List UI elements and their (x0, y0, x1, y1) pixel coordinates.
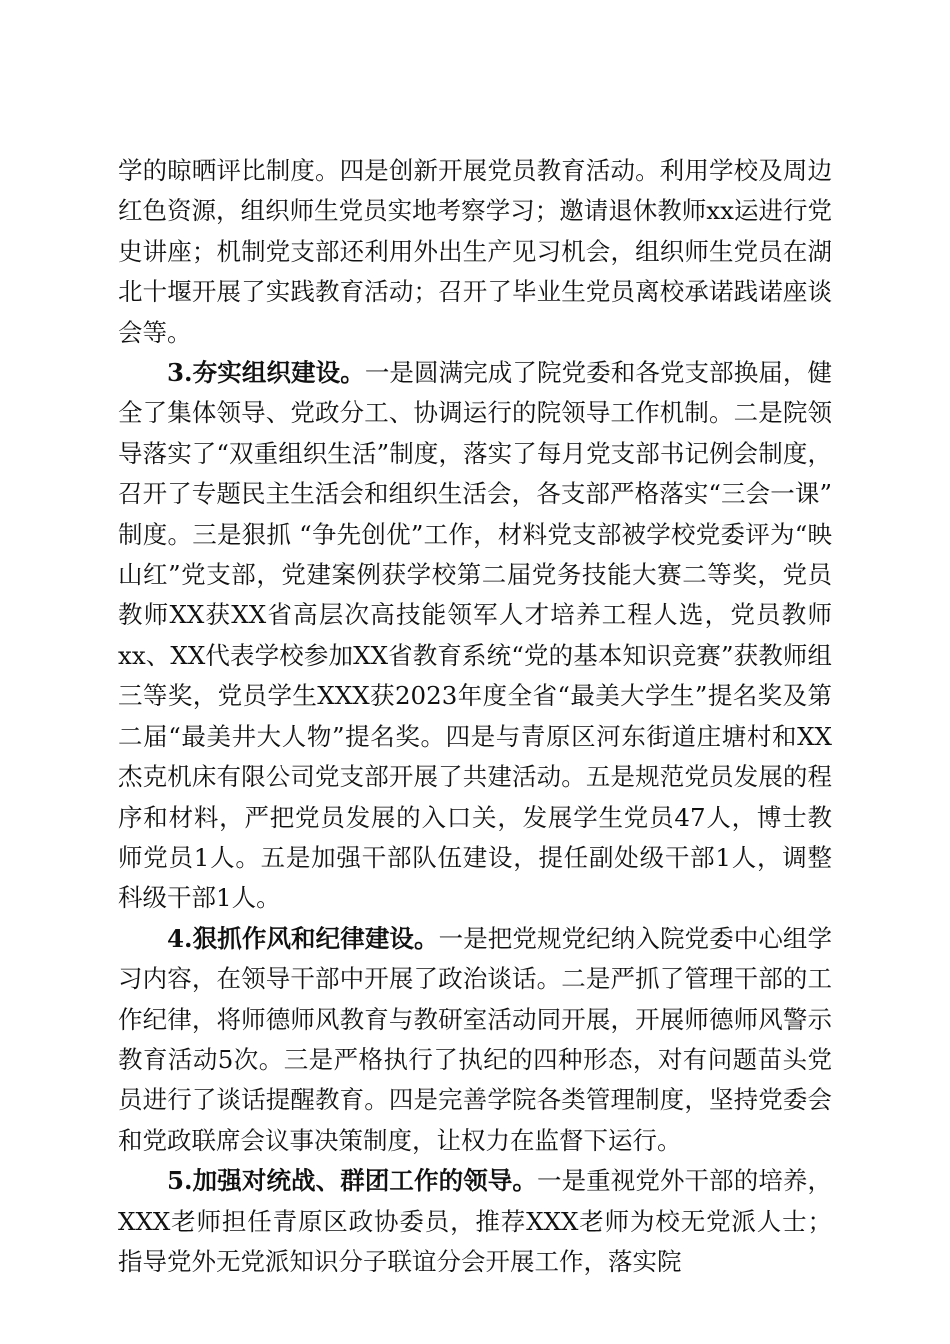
paragraph-body: 学的晾晒评比制度。四是创新开展党员教育活动。利用学校及周边红色资源，组织师生党员实地考察学习；邀请退休教师xx运进行党史讲座；机制党支部还利用外出生产见习机会，组织师生党员在湖北十堰开展了实践教育活动；召开了毕业生党员离校承诺践诺座谈会等。 (118, 156, 832, 347)
paragraph-discipline-building (118, 919, 832, 1161)
document-page (118, 151, 832, 1282)
paragraph-body: 一是圆满完成了院党委和各党支部换届，健全了集体领导、党政分工、协调运行的院领导工作机制。二是院领导落实了“双重组织生活”制度，落实了每月党支部书记例会制度，召开了专题民主生活会和组织生活会，各支部严格落实“三会一课” 制度。三是狠抓 “争先创优”工作，材料党支部被学校党委评为“映山红”党支部，党建案例获学校第二届党务技能大赛二等奖，党员教师XX获XX省高层次高技能领军人才培养工程人选，党员教师xx、XX代表学校参加XX省教育系统“党的基本知识竞赛”获教师组三等奖，党员学生XXX获2023年度全省“最美大学生”提名奖及第二届“最美井大人物”提名奖。四是与青原区河东街道庄塘村和XX杰克机床有限公司党支部开展了共建活动。五是规范党员发展的程序和材料，严把党员发展的入口关，发展学生党员47人，博士教师党员1人。五是加强干部队伍建设，提任副处级干部1人，调整科级干部1人。 (118, 358, 833, 913)
paragraph-united-front (118, 1161, 832, 1282)
paragraph-continuation (118, 151, 832, 353)
paragraph-heading: 5.加强对统战、群团工作的领导。 (167, 1166, 537, 1196)
paragraph-heading: 4.狠抓作风和纪律建设。 (167, 923, 439, 953)
paragraph-body: 一是重视党外干部的培养，XXX老师担任青原区政协委员，推荐XXX老师为校无党派人士；指导党外无党派知识分子联谊分会开展工作，落实院 (118, 1166, 833, 1276)
paragraph-heading: 3.夯实组织建设。 (167, 358, 365, 388)
paragraph-body: 一是把党规党纪纳入院党委中心组学习内容，在领导干部中开展了政治谈话。二是严抓了管理干部的工作纪律，将师德师风教育与教研室活动同开展，开展师德师风警示教育活动5次。三是严格执行了执纪的四种形态，对有问题苗头党员进行了谈话提醒教育。四是完善学院各类管理制度，坚持党委会和党政联席会议事决策制度，让权力在监督下运行。 (118, 923, 833, 1155)
paragraph-organization-building (118, 353, 832, 919)
